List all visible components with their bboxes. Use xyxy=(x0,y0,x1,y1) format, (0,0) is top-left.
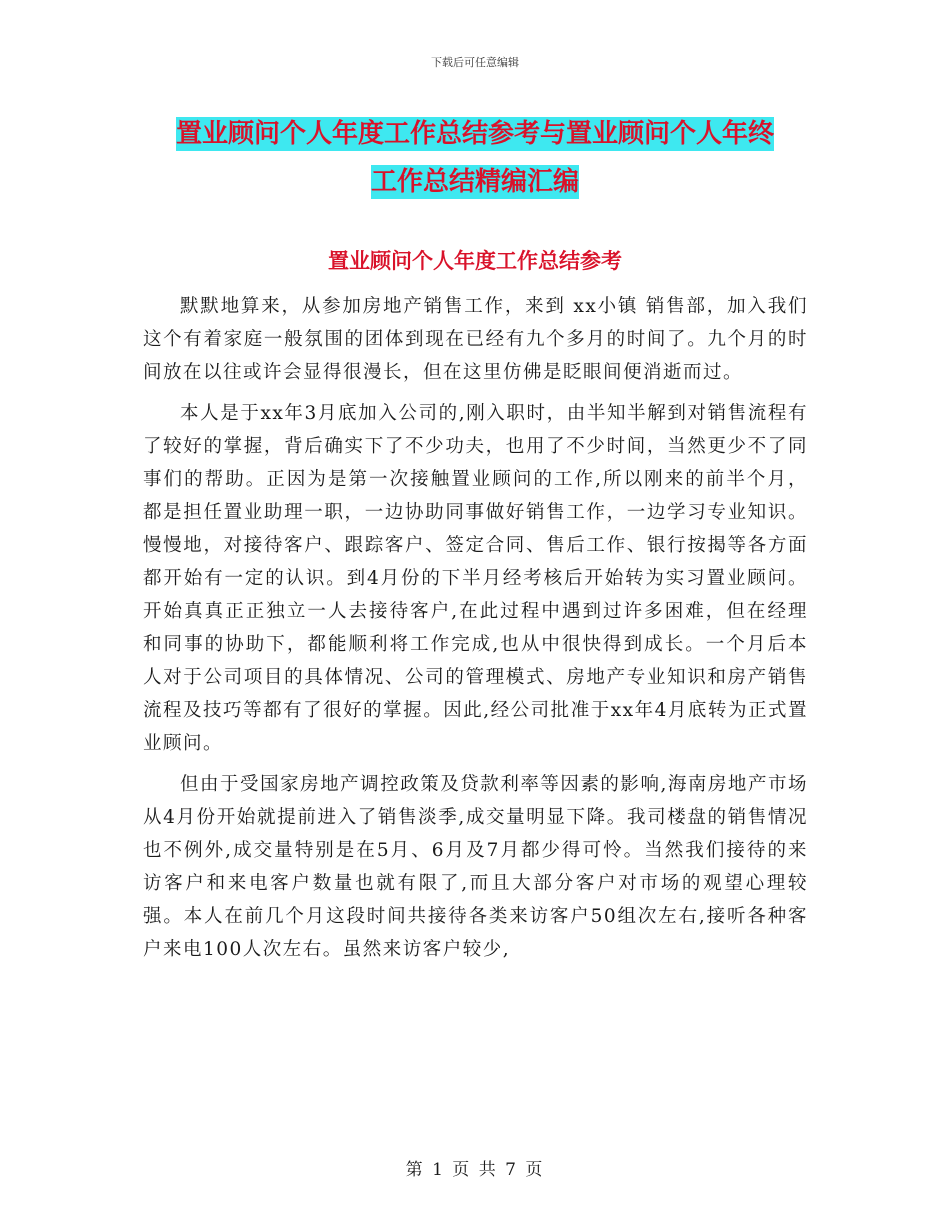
paragraph-3: 但由于受国家房地产调控政策及贷款利率等因素的影响,海南房地产市场从4月份开始就提前进入了销售淡季,成交量明显下降。我司楼盘的销售情况也不例外,成交量特别是在5月、6月及7月都少得可怜。当然我们接待的来访客户和来电客户数量也就有限了,而且大部分客户对市场的观望心理较强。本人在前几个月这段时间共接待各类来访客户50组次左右,接听各种客户来电100人次左右。虽然来访客户较少, xyxy=(143,774,808,960)
paragraph-1: 默默地算来，从参加房地产销售工作，来到 xx小镇 销售部，加入我们这个有着家庭一般氛围的团体到现在已经有九个多月的时间了。九个月的时间放在以往或许会显得很漫长，但在这里仿佛是眨眼间便消逝而过。 xyxy=(143,296,808,383)
header-note: 下载后可任意编辑 xyxy=(431,56,519,69)
document-title xyxy=(140,110,810,206)
page-footer: 第 1 页 共 7 页 xyxy=(405,1160,545,1180)
body-text xyxy=(143,290,808,974)
paragraph-2: 本人是于xx年3月底加入公司的,刚入职时，由半知半解到对销售流程有了较好的掌握，背后确实下了不少功夫，也用了不少时间，当然更少不了同事们的帮助。正因为是第一次接触置业顾问的工作,所以刚来的前半个月，都是担任置业助理一职，一边协助同事做好销售工作，一边学习专业知识。慢慢地，对接待客户、跟踪客户、签定合同、售后工作、银行按揭等各方面都开始有一定的认识。到4月份的下半月经考核后开始转为实习置业顾问。开始真真正正独立一人去接待客户,在此过程中遇到过许多困难，但在经理和同事的协助下，都能顺利将工作完成,也从中很快得到成长。一个月后本人对于公司项目的具体情况、公司的管理模式、房地产专业知识和房产销售流程及技巧等都有了很好的掌握。因此,经公司批准于xx年4月底转为正式置业顾问。 xyxy=(143,403,808,754)
document-title-line-2: 工作总结精编汇编 xyxy=(370,167,579,197)
section-title: 置业顾问个人年度工作总结参考 xyxy=(328,249,622,273)
document-title-line-1: 置业顾问个人年度工作总结参考与置业顾问个人年终 xyxy=(175,119,774,149)
